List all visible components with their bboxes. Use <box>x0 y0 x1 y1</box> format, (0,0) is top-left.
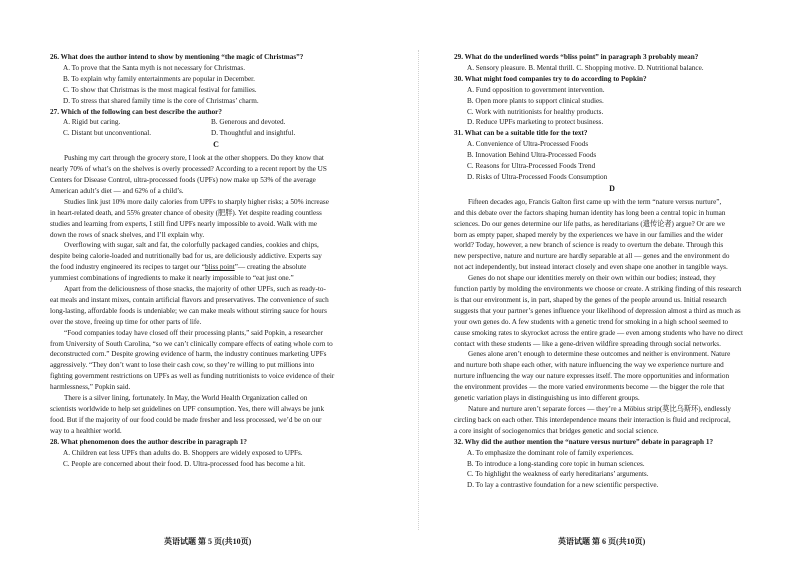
text-line: deconstructed corn.” Despite growing evidence of harm, the industry continues marketing UPFs <box>50 350 327 359</box>
question-26-stem: 26. What does the author intend to show by mentioning “the magic of Christmas”? <box>50 53 304 61</box>
text-line: suggests that your partner’s genes influence your likelihood of depression almost a third as much as <box>454 306 741 315</box>
text-line: nearly 70% of what’s on the shelves is overly processed? According to a recent report by the US <box>50 165 327 174</box>
text-segment: ”— creating the absolute <box>234 263 307 272</box>
text-line: Fifteen decades ago, Francis Galton first came up with the term “nature versus nurture”, <box>468 197 722 206</box>
text-line: your own genes do. A few students with a genetic trend for smoking in a high school seemed to <box>454 317 729 326</box>
q31-option-a: A. Convenience of Ultra-Processed Foods <box>467 140 589 149</box>
text-line: sciences. Do our genes determine our life paths, as hereditarians (遗传论者) argue? Or are we <box>454 219 725 228</box>
q30-option-d: D. Reduce UPFs marketing to protect business. <box>467 118 604 127</box>
question-28-stem: 28. What phenomenon does the author describe in paragraph 1? <box>50 437 248 446</box>
text-line: food. But if the majority of our food could be made fresher and less processed, we’d be on our <box>50 415 322 424</box>
text-line: long-lasting, affordable foods is undeniable; we can make meals without stirring sauce for hours <box>50 306 327 315</box>
passage-c-title: C <box>213 140 219 150</box>
q30-option-a: A. Fund opposition to government intervention. <box>467 85 605 94</box>
passage-d-paragraph-1 <box>454 197 770 273</box>
text-segment: the food industry engineered its recipes to target our “ <box>50 263 205 272</box>
text-line: harmlessness,” Popkin said. <box>50 383 131 392</box>
right-page-column <box>454 52 770 491</box>
passage-c-paragraph-6 <box>50 393 382 437</box>
passage-c-paragraph-5 <box>50 328 382 393</box>
text-line: function partly by molding the environments we choose or create. A striking finding of this research <box>454 285 742 294</box>
text-line: eat meals and instant mixes, contain artificial flavors and preservatives. The convenience of such <box>50 295 329 304</box>
text-line: studies and learning from experts, I still find UPFs nearly impossible to avoid. Walk with me <box>50 219 317 228</box>
q31-option-b: B. Innovation Behind Ultra-Processed Foods <box>467 151 597 160</box>
text-line: down the rows of snack shelves, and I’ll explain why. <box>50 230 205 239</box>
page-footer-right: 英语试题 第 6 页(共10页) <box>558 537 646 546</box>
q27-option-a: A. Rigid but caring. <box>63 118 121 127</box>
page-footer-left: 英语试题 第 5 页(共10页) <box>164 537 252 546</box>
text-line-with-underline <box>50 262 382 273</box>
q26-option-b: B. To explain why family entertainments are popular in December. <box>63 74 255 83</box>
text-line: new perspective, nature and nurture are hardly separable at all — genes and the environment do <box>454 252 730 261</box>
q32-option-a: A. To emphasize the dominant role of family experiences. <box>467 448 634 457</box>
text-line: scientists worldwide to help set guidelines on UPF consumption. Yes, there will always be junk <box>50 405 325 413</box>
q27-option-d: D. Thoughtful and insightful. <box>211 129 296 138</box>
q27-options-row-1 <box>50 117 382 128</box>
passage-d-paragraph-4 <box>454 404 770 437</box>
text-line: Pushing my cart through the grocery store, I look at the other shoppers. Do they know that <box>64 154 324 163</box>
text-line: nurture influencing the way our nature expresses itself. The more opportunities and information <box>454 372 730 381</box>
q32-option-c: C. To highlight the weakness of early hereditarians’ arguments. <box>467 470 649 479</box>
passage-c-paragraph-4 <box>50 284 382 328</box>
text-line: is that our environment is, in part, shaped by the genes of the people around us. Initial research <box>454 295 727 304</box>
text-line: fighting government restrictions on UPFs as well as funding nutritionists to voice evidence of their <box>50 372 335 381</box>
q31-option-d: D. Risks of Ultra-Processed Foods Consumption <box>467 172 608 181</box>
text-line: in heart-related death, and 55% greater chance of obesity (肥胖). Yet despite reading countless <box>50 208 322 217</box>
text-line: way to a healthier world. <box>50 426 122 435</box>
q26-option-d: D. To stress that shared family time is the core of Christmas’ charm. <box>63 96 259 105</box>
text-line: despite being calorie-loaded and nutritionally bad for us, are deliciously addictive. Experts say <box>50 252 322 261</box>
passage-d-paragraph-2 <box>454 273 770 349</box>
text-line: the environment provides — the more varied environments become — the bigger the role that <box>454 383 725 392</box>
text-line: contact with these students — like a gene-driven wildfire spreading through social networks. <box>454 339 721 348</box>
passage-c-paragraph-1 <box>50 153 382 197</box>
passage-d-title: D <box>609 183 615 193</box>
text-line: born as empty paper, shaped merely by the experiences we have in our families and the wider <box>454 230 723 239</box>
q29-options: A. Sensory pleasure. B. Mental thrill. C. Shopping motive. D. Nutritional balance. <box>467 63 704 72</box>
text-line: Studies link just 10% more daily calories from UPFs to sharply higher risks; a 50% increase <box>64 197 329 206</box>
page-divider <box>418 50 419 530</box>
question-29-stem: 29. What do the underlined words “bliss point” in paragraph 3 probably mean? <box>454 53 699 61</box>
q32-option-d: D. To lay a contrastive foundation for a new scientific perspective. <box>467 481 659 490</box>
question-32-stem: 32. Why did the author mention the “nature versus nurture” debate in paragraph 1? <box>454 437 714 446</box>
q28-options-cd: C. People are concerned about their food. D. Ultra-processed food has become a hit. <box>63 459 306 468</box>
q32-option-b: B. To introduce a long-standing core topic in human sciences. <box>467 459 645 468</box>
q26-option-c: C. To show that Christmas is the most magical festival for families. <box>63 85 257 94</box>
q30-option-b: B. Open more plants to support clinical studies. <box>467 96 604 105</box>
q27-option-c: C. Distant but unconventional. <box>63 129 152 138</box>
text-line: aggressively. “They don’t want to lose their cash cow, so they’re willing to put millions into <box>50 361 315 370</box>
q26-option-a: A. To prove that the Santa myth is not necessary for Christmas. <box>63 63 246 72</box>
passage-d-paragraph-3 <box>454 349 770 404</box>
text-line: Overflowing with sugar, salt and fat, the colorfully packaged candies, cookies and chips, <box>64 241 319 250</box>
text-line: from University of South Carolina, “so we can’t clinically compare effects of eating whole corn to <box>50 339 333 348</box>
q28-options-ab: A. Children eat less UPFs than adults do. B. Shoppers are widely exposed to UPFs. <box>63 448 303 457</box>
text-line: Genes do not shape our identities merely on their own within our bodies; instead, they <box>468 274 716 283</box>
text-line: circling back on each other. This interdependence means their interaction is fluid and reciprocal, <box>454 415 731 424</box>
text-line: “Food companies today have closed off their processing plants,” said Popkin, a researcher <box>64 328 323 337</box>
text-line: a core insight of sociogenomics that bridges genetic and social science. <box>454 426 659 435</box>
text-line: and this debate over the factors shaping human identity has long been a central topic in human <box>454 208 726 217</box>
question-31-stem: 31. What can be a suitable title for the text? <box>454 129 588 138</box>
question-27-stem: 27. Which of the following can best describe the author? <box>50 107 222 116</box>
q27-options-row-2 <box>50 128 382 139</box>
passage-c-paragraph-3 <box>50 240 382 284</box>
text-line: Centers for Disease Control, ultra-processed foods (UPFs) now make up 53% of the average <box>50 175 316 184</box>
passage-c-paragraph-2 <box>50 197 382 241</box>
text-line: world? Today, however, a new branch of science is ready to overturn the debate. Through this <box>454 241 724 250</box>
text-line: There is a silver lining, fortunately. In May, the World Health Organization called on <box>64 394 308 403</box>
text-line: American adult’s diet — and 62% of a child’s. <box>50 186 184 195</box>
text-line: genetic variation plays in distinguishing us into different groups. <box>454 394 640 403</box>
text-line: Genes alone aren’t enough to determine these outcomes and neither is environment. Nature <box>468 350 731 359</box>
text-line: over the stove, freeing up time for other parts of life. <box>50 317 202 326</box>
text-line: not act independently, but instead interact closely and even shape one another in tangible ways. <box>454 263 728 272</box>
text-line: cause smoking rates to skyrocket across the entire grade — even among students who have no direct <box>454 328 744 337</box>
q27-option-b: B. Generous and devoted. <box>211 118 286 127</box>
text-line: and nurture both shape each other, with nature influencing the way we experience nurture and <box>454 361 724 370</box>
left-page-column <box>50 52 382 469</box>
q31-option-c: C. Reasons for Ultra-Processed Foods Trend <box>467 162 596 171</box>
text-line: Nature and nurture aren’t separate forces — they’re a Möbius strip(莫比乌斯环), endlessly <box>468 405 731 413</box>
bliss-point-underlined: bliss point <box>204 263 235 272</box>
question-30-stem: 30. What might food companies try to do according to Popkin? <box>454 74 647 83</box>
text-line: yummiest combinations of ingredients to make it nearly impossible to “eat just one.” <box>50 274 294 283</box>
q30-option-c: C. Work with nutritionists for healthy products. <box>467 107 604 116</box>
text-line: Apart from the deliciousness of those snacks, the majority of other UPFs, such as ready-to- <box>64 285 326 294</box>
